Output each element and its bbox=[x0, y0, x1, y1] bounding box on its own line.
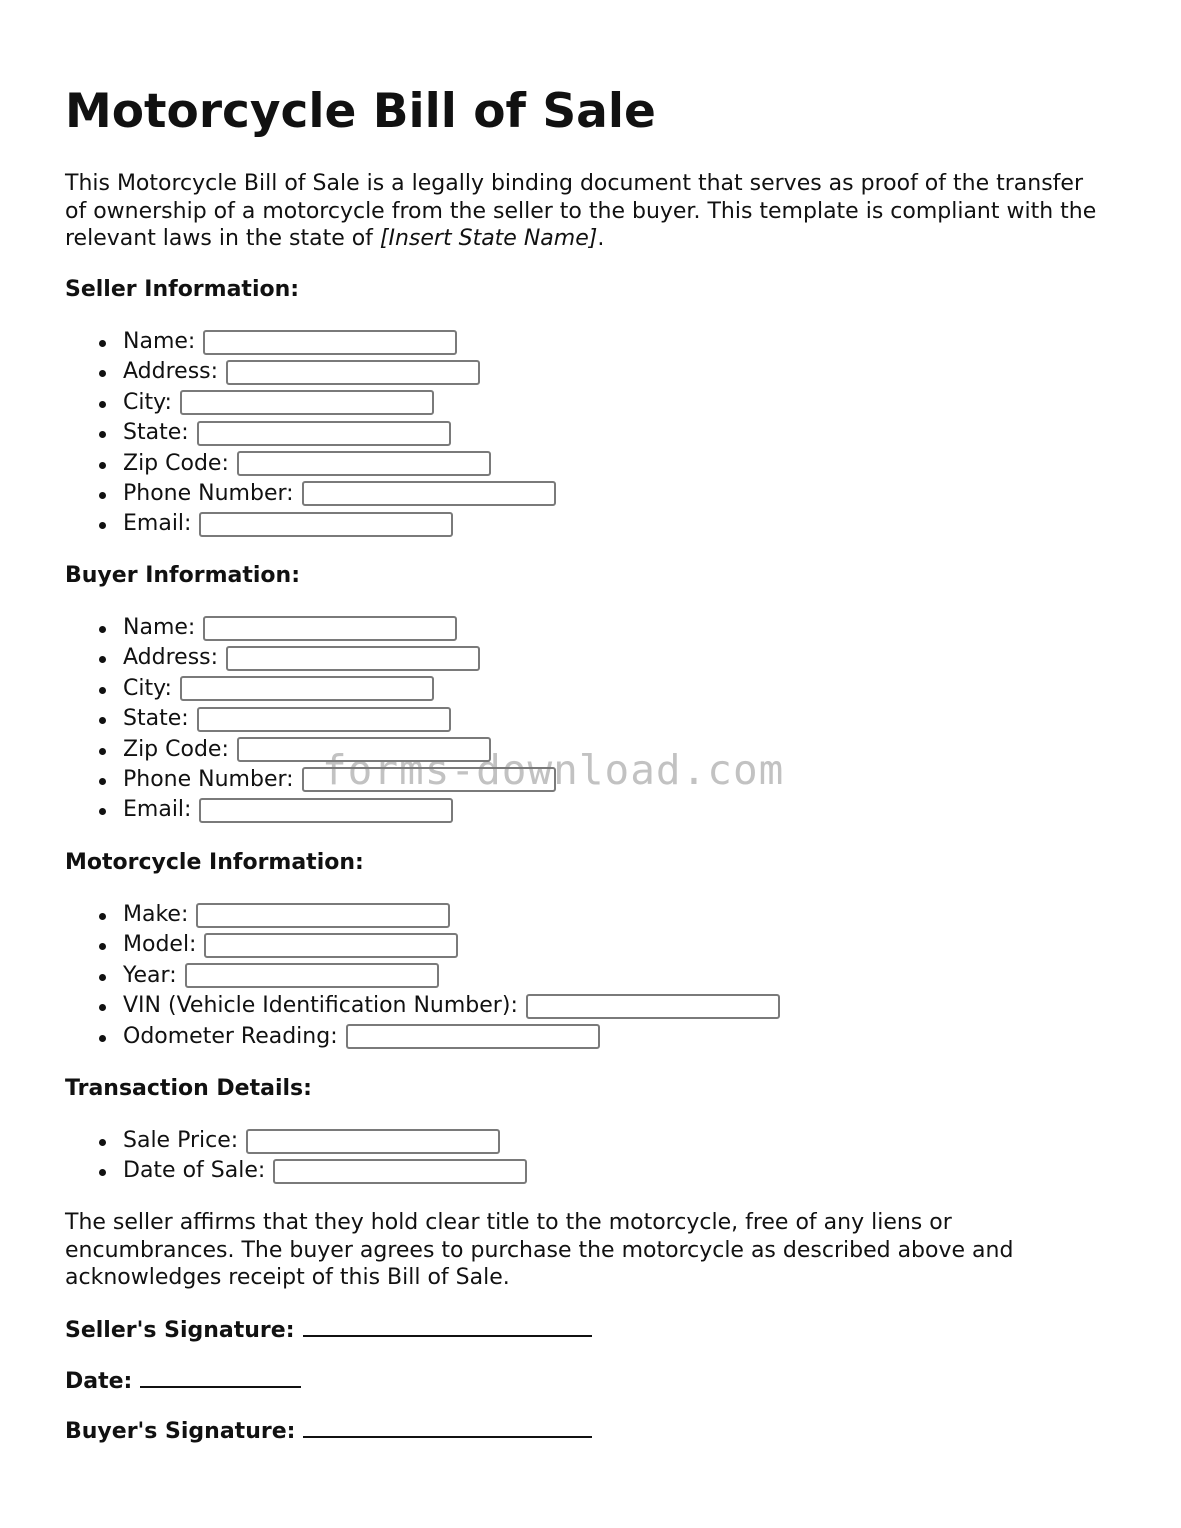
state-placeholder: [Insert State Name] bbox=[379, 226, 598, 251]
seller-address-input[interactable] bbox=[226, 360, 480, 385]
field-label: Odometer Reading: bbox=[123, 1023, 338, 1049]
intro-paragraph bbox=[65, 170, 1105, 253]
seller-fields bbox=[65, 327, 556, 540]
field-label: City: bbox=[123, 675, 172, 701]
buyer-city-input[interactable] bbox=[180, 676, 434, 701]
transaction-heading: Transaction Details: bbox=[65, 1076, 312, 1101]
closing-paragraph: The seller affirms that they hold clear title to the motorcycle, free of any liens or encumbrances. The buyer agrees to purchase the motorcycle as described above and acknowledges receipt of this Bill of Sale. bbox=[65, 1210, 1014, 1290]
buyer-signature-label: Buyer's Signature: bbox=[65, 1419, 296, 1444]
field-label: Date of Sale: bbox=[123, 1158, 266, 1184]
seller-name-input[interactable] bbox=[203, 330, 457, 355]
odometer-input[interactable] bbox=[346, 1024, 600, 1049]
sale-price-input[interactable] bbox=[246, 1129, 500, 1154]
buyer-address-item bbox=[65, 643, 556, 673]
field-label: State: bbox=[123, 706, 189, 732]
seller-phone-input[interactable] bbox=[302, 481, 556, 506]
seller-zip-input[interactable] bbox=[237, 451, 491, 476]
seller-name-item bbox=[65, 327, 556, 357]
field-label: City: bbox=[123, 389, 172, 415]
field-label: Phone Number: bbox=[123, 480, 294, 506]
field-label: Email: bbox=[123, 511, 192, 537]
seller-city-item bbox=[65, 388, 556, 418]
vin-input[interactable] bbox=[526, 994, 780, 1019]
field-label: State: bbox=[123, 420, 189, 446]
odometer-item bbox=[65, 1022, 780, 1052]
seller-signature-label: Seller's Signature: bbox=[65, 1318, 295, 1343]
motorcycle-heading: Motorcycle Information: bbox=[65, 850, 364, 875]
field-label: Name: bbox=[123, 615, 196, 640]
seller-email-item bbox=[65, 509, 556, 539]
seller-state-item bbox=[65, 418, 556, 448]
field-label: Address: bbox=[123, 359, 219, 385]
sale-date-input[interactable] bbox=[273, 1159, 527, 1184]
field-label: Model: bbox=[123, 932, 197, 958]
date-row bbox=[65, 1366, 301, 1396]
seller-state-input[interactable] bbox=[197, 421, 451, 446]
buyer-city-item bbox=[65, 674, 556, 704]
buyer-signature-line[interactable] bbox=[303, 1416, 592, 1438]
buyer-email-input[interactable] bbox=[199, 798, 453, 823]
motorcycle-fields bbox=[65, 900, 780, 1052]
field-label: Email: bbox=[123, 797, 192, 823]
field-label: Address: bbox=[123, 645, 219, 671]
sale-date-item bbox=[65, 1156, 527, 1186]
field-label: Zip Code: bbox=[123, 450, 229, 476]
seller-email-input[interactable] bbox=[199, 512, 453, 537]
make-input[interactable] bbox=[196, 903, 450, 928]
model-item bbox=[65, 930, 780, 960]
field-label: Phone Number: bbox=[123, 766, 294, 792]
buyer-name-item bbox=[65, 613, 556, 643]
seller-address-item bbox=[65, 357, 556, 387]
seller-zip-item bbox=[65, 449, 556, 479]
seller-heading: Seller Information: bbox=[65, 277, 300, 302]
buyer-state-input[interactable] bbox=[197, 707, 451, 732]
year-input[interactable] bbox=[185, 963, 439, 988]
field-label: VIN (Vehicle Identification Number): bbox=[123, 993, 518, 1019]
buyer-state-item bbox=[65, 704, 556, 734]
seller-phone-item bbox=[65, 479, 556, 509]
seller-city-input[interactable] bbox=[180, 390, 434, 415]
intro-text: This Motorcycle Bill of Sale is a legally binding document that serves as proof of the transfer of ownership of a motorcycle from the seller to the buyer. This template is compliant with the relevant laws in the state of bbox=[65, 171, 1097, 251]
field-label: Make: bbox=[123, 902, 189, 927]
make-item bbox=[65, 900, 780, 930]
sale-price-item bbox=[65, 1126, 527, 1156]
model-input[interactable] bbox=[204, 933, 458, 958]
year-item bbox=[65, 961, 780, 991]
intro-end: . bbox=[597, 226, 605, 251]
page-title: Motorcycle Bill of Sale bbox=[65, 84, 656, 139]
watermark: forms-download.com bbox=[322, 746, 785, 794]
seller-signature-line[interactable] bbox=[303, 1315, 592, 1337]
buyer-signature-row bbox=[65, 1416, 592, 1446]
field-label: Sale Price: bbox=[123, 1128, 239, 1153]
field-label: Zip Code: bbox=[123, 736, 229, 762]
buyer-address-input[interactable] bbox=[226, 646, 480, 671]
buyer-heading: Buyer Information: bbox=[65, 563, 300, 588]
field-label: Name: bbox=[123, 329, 196, 354]
date-label: Date: bbox=[65, 1369, 133, 1394]
transaction-fields bbox=[65, 1126, 527, 1187]
buyer-email-item bbox=[65, 795, 556, 825]
seller-signature-row bbox=[65, 1315, 592, 1345]
vin-item bbox=[65, 991, 780, 1021]
buyer-name-input[interactable] bbox=[203, 616, 457, 641]
date-line[interactable] bbox=[140, 1366, 301, 1388]
field-label: Year: bbox=[123, 962, 177, 988]
